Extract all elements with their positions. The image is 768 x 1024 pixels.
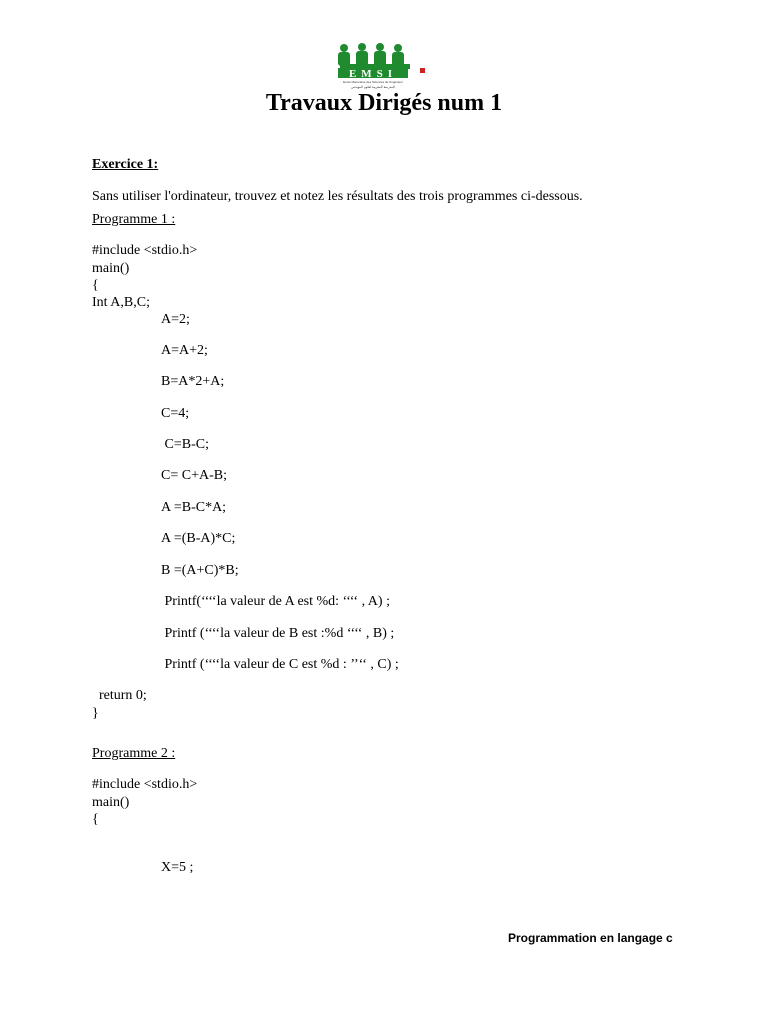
program-2-label: Programme 2 : — [92, 746, 176, 761]
code-line: Printf (‘‘‘‘la valeur de B est :%d ‘‘‘‘ , B) ; — [161, 626, 395, 641]
code-line: #include <stdio.h> — [92, 777, 198, 792]
exercise-intro: Sans utiliser l'ordinateur, trouvez et notez les résultats des trois programmes ci-dessous. — [92, 189, 583, 204]
code-line: #include <stdio.h> — [92, 243, 198, 258]
code-line: A =B-C*A; — [161, 500, 227, 515]
emsi-logo — [332, 42, 434, 90]
code-line: B=A*2+A; — [161, 374, 225, 389]
program-1-label: Programme 1 : — [92, 212, 176, 227]
code-line: C=4; — [161, 406, 190, 421]
code-line: A=2; — [161, 312, 190, 327]
page-title: Travaux Dirigés num 1 — [265, 90, 503, 116]
code-line: C= C+A-B; — [161, 468, 227, 483]
exercise-heading: Exercice 1: — [92, 157, 159, 172]
code-line: } — [92, 706, 99, 721]
code-line: A=A+2; — [161, 343, 208, 358]
code-line: { — [92, 278, 99, 293]
code-line: X=5 ; — [161, 860, 194, 875]
code-line: main() — [92, 795, 130, 810]
svg-text:Ecole Marocaine des Sciences d: Ecole Marocaine des Sciences de l'Ingénieur — [343, 80, 403, 84]
svg-text:المدرسة المغربية لعلوم المهندس: المدرسة المغربية لعلوم المهندس — [351, 85, 395, 89]
code-line: Int A,B,C; — [92, 295, 150, 310]
code-line: Printf (‘‘‘‘la valeur de C est %d : ’’‘‘ , C) ; — [161, 657, 399, 672]
code-line: Printf(‘‘‘‘la valeur de A est %d: ‘‘‘‘ , A) ; — [161, 594, 390, 609]
code-line: main() — [92, 261, 130, 276]
code-line: A =(B-A)*C; — [161, 531, 236, 546]
code-line: C=B-C; — [161, 437, 209, 452]
footer-text: Programmation en langage c — [508, 931, 673, 945]
code-line: { — [92, 812, 99, 827]
code-line: B =(A+C)*B; — [161, 563, 239, 578]
code-line: return 0; — [92, 688, 147, 703]
svg-text:EMSI: EMSI — [348, 68, 398, 80]
